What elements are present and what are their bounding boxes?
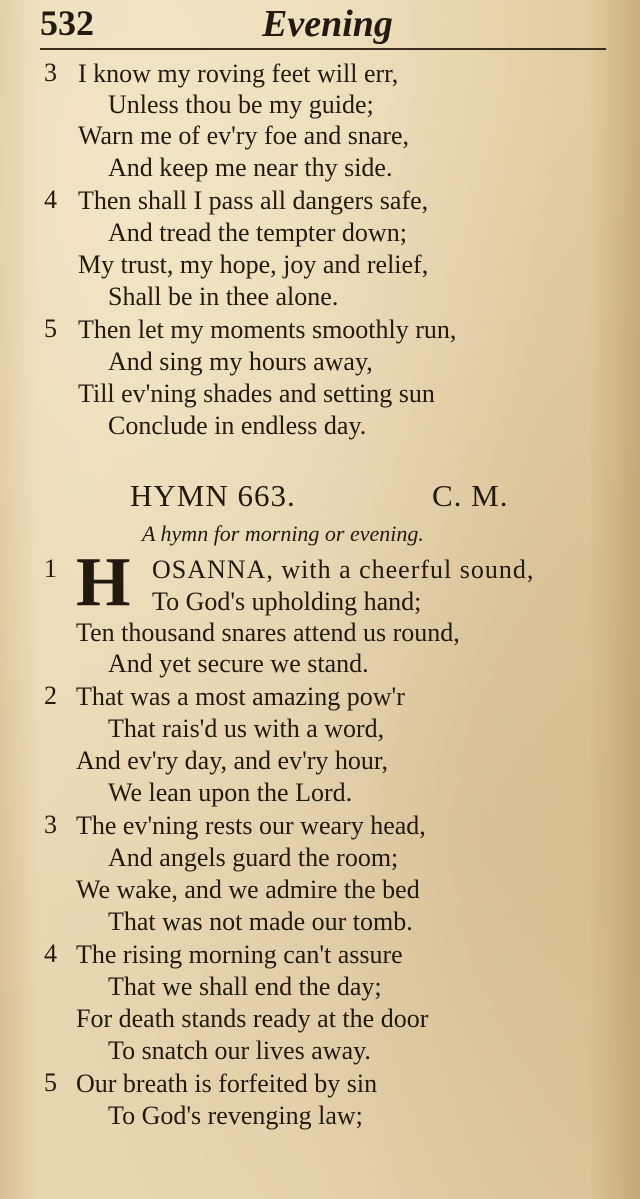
- verse-line: Our breath is forfeited by sin: [76, 1069, 378, 1098]
- header-rule: [40, 48, 606, 50]
- verse-line: To God's revenging law;: [108, 1101, 363, 1130]
- verse-line: Shall be in thee alone.: [108, 282, 339, 311]
- verse-line: That rais'd us with a word,: [108, 714, 385, 743]
- verse-line: For death stands ready at the door: [76, 1004, 429, 1033]
- verse-line: Warn me of ev'ry foe and snare,: [78, 121, 410, 150]
- stanza-number: 2: [44, 681, 57, 710]
- running-title: Evening: [262, 3, 393, 45]
- stanza-number: 1: [44, 554, 57, 583]
- stanza-number: 3: [44, 810, 57, 839]
- verse-line: The rising morning can't assure: [76, 940, 403, 969]
- verse-line: I know my roving feet will err,: [78, 59, 399, 88]
- hymn-meter: C. M.: [432, 478, 509, 513]
- verse-line: We wake, and we admire the bed: [76, 875, 420, 904]
- verse-line: That we shall end the day;: [108, 972, 382, 1001]
- verse-line: That was a most amazing pow'r: [76, 682, 405, 711]
- verse-line: And sing my hours away,: [108, 347, 373, 376]
- verse-line: We lean upon the Lord.: [108, 778, 353, 807]
- verse-line: And keep me near thy side.: [108, 153, 393, 182]
- verse-line: And yet secure we stand.: [108, 649, 369, 678]
- verse-line: To God's upholding hand;: [152, 587, 422, 616]
- verse-line: Conclude in endless day.: [108, 411, 367, 440]
- page-number: 532: [40, 3, 94, 43]
- verse-line: Unless thou be my guide;: [108, 90, 374, 119]
- verse-line: And angels guard the room;: [108, 843, 399, 872]
- verse-line: Then shall I pass all dangers safe,: [78, 186, 429, 215]
- stanza-number: 5: [44, 314, 57, 343]
- verse-line: And ev'ry day, and ev'ry hour,: [76, 746, 389, 775]
- verse-line: And tread the tempter down;: [108, 218, 407, 247]
- verse-line: Till ev'ning shades and setting sun: [78, 379, 435, 408]
- verse-line: Ten thousand snares attend us round,: [76, 618, 460, 647]
- stanza-number: 3: [44, 58, 57, 87]
- drop-cap: H: [76, 544, 131, 621]
- stanza-number: 4: [44, 939, 57, 968]
- verse-line: To snatch our lives away.: [108, 1036, 371, 1065]
- hymn-heading: [130, 478, 509, 514]
- verse-line: Then let my moments smoothly run,: [78, 315, 457, 344]
- stanza-number: 4: [44, 185, 57, 214]
- verse-line: That was not made our tomb.: [108, 907, 413, 936]
- hymn-subtitle: A hymn for morning or evening.: [142, 521, 424, 546]
- verse-line-first: OSANNA, with a cheerful sound,: [152, 555, 535, 584]
- verse-line: My trust, my hope, joy and relief,: [78, 250, 429, 279]
- hymn-title: HYMN 663.: [130, 478, 296, 513]
- verse-line: The ev'ning rests our weary head,: [76, 811, 426, 840]
- stanza-number: 5: [44, 1068, 57, 1097]
